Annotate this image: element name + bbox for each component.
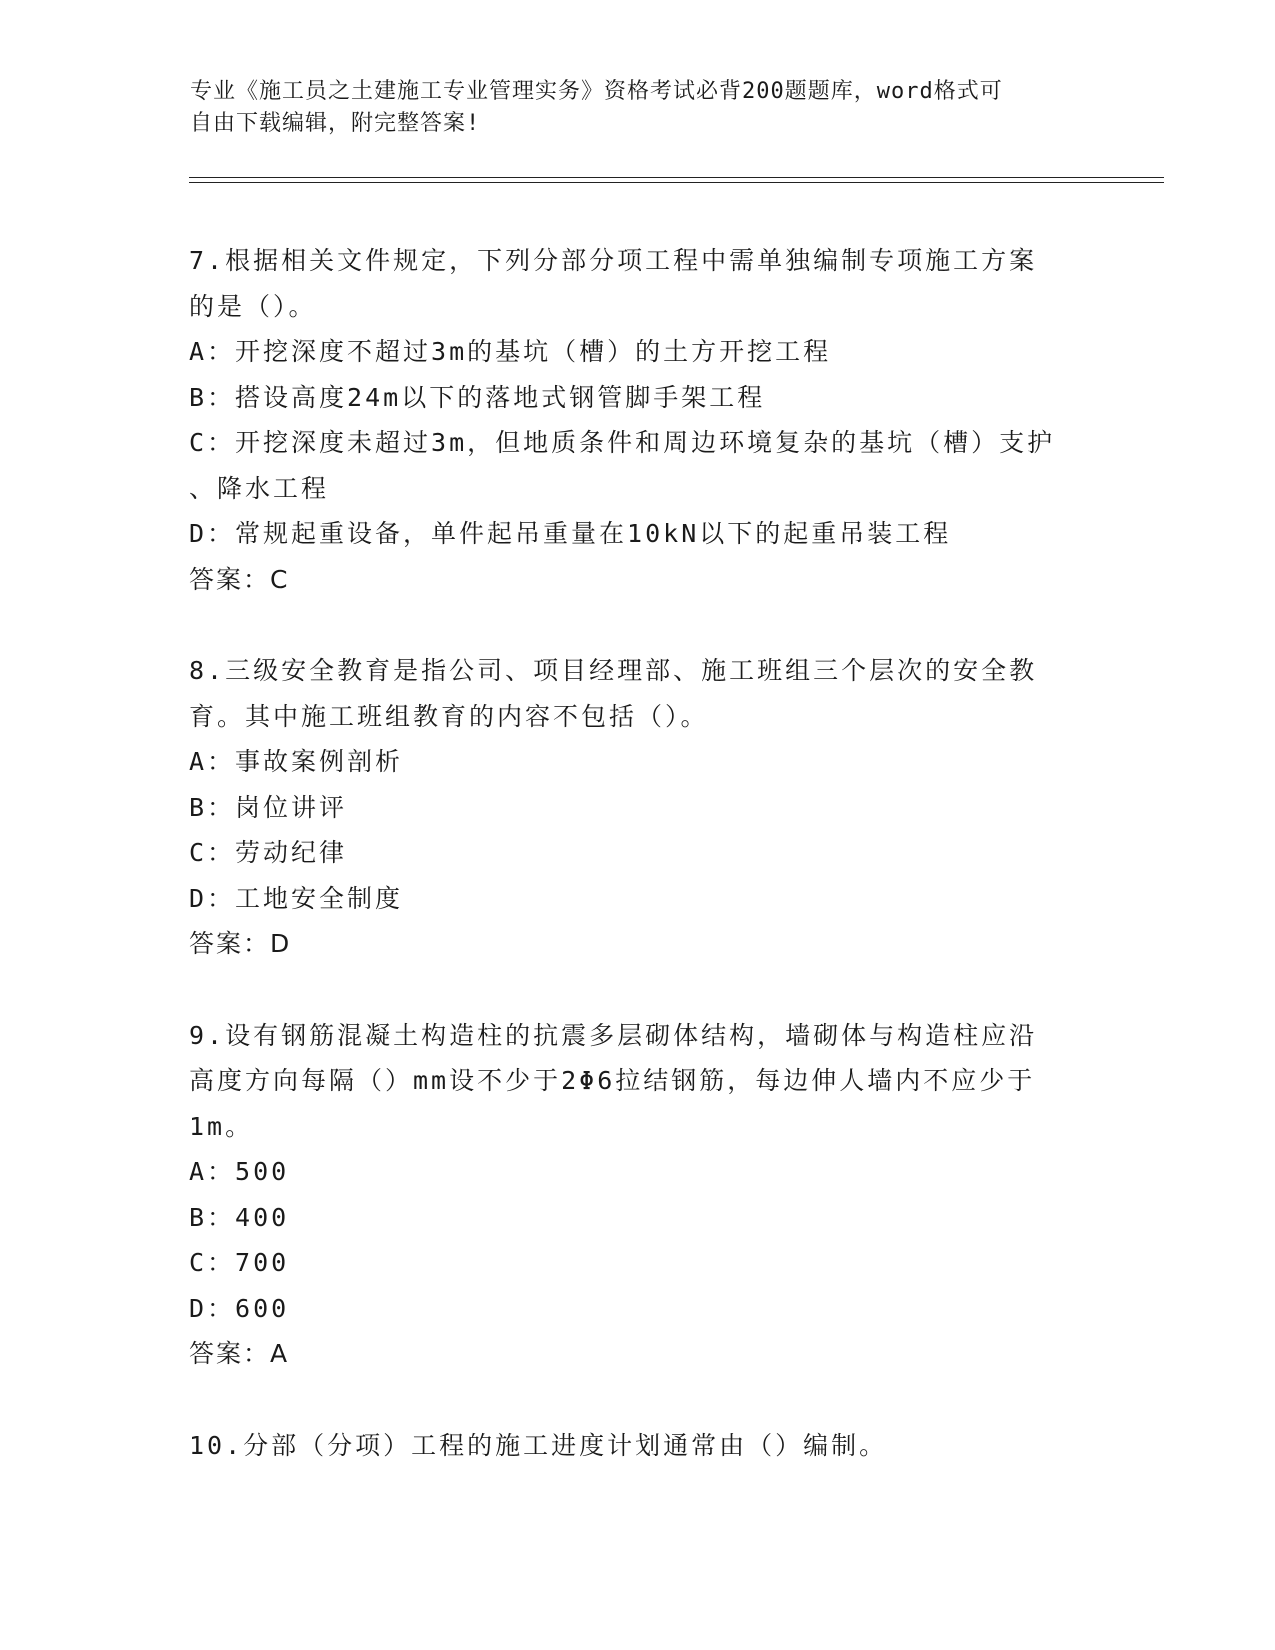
option-c: C：开挖深度未超过3m，但地质条件和周边环境复杂的基坑（槽）支护 — [189, 428, 1056, 457]
option-c: C：700 — [189, 1248, 290, 1277]
option-b: B：400 — [189, 1202, 290, 1232]
option-a: A：500 — [189, 1157, 290, 1186]
header-divider-top — [189, 177, 1164, 178]
answer: 答案：A — [189, 1339, 290, 1368]
question-8 — [189, 648, 1089, 967]
question-text: 1m。 — [189, 1111, 254, 1141]
answer: 答案：D — [189, 929, 292, 958]
question-text: 7.根据相关文件规定，下列分部分项工程中需单独编制专项施工方案 — [189, 246, 1038, 275]
question-text: 10.分部（分项）工程的施工进度计划通常由（）编制。 — [189, 1430, 888, 1460]
option-b: B：搭设高度24m以下的落地式钢管脚手架工程 — [189, 382, 766, 412]
question-text: 高度方向每隔（）mm设不少于2Φ6拉结钢筋，每边伸人墙内不应少于 — [189, 1066, 1036, 1095]
question-text: 育。其中施工班组教育的内容不包括（）。 — [189, 701, 709, 731]
question-9 — [189, 1013, 1089, 1377]
question-list — [189, 238, 1089, 1468]
question-text: 9.设有钢筋混凝土构造柱的抗震多层砌体结构，墙砌体与构造柱应沿 — [189, 1020, 1038, 1050]
question-7 — [189, 238, 1089, 602]
question-10 — [189, 1423, 1089, 1469]
option-c: C：劳动纪律 — [189, 838, 348, 867]
question-text: 8.三级安全教育是指公司、项目经理部、施工班组三个层次的安全教 — [189, 656, 1038, 685]
option-a: A：开挖深度不超过3m的基坑（槽）的土方开挖工程 — [189, 337, 832, 366]
option-d: D：工地安全制度 — [189, 883, 404, 913]
header-line-2: 自由下载编辑，附完整答案! — [190, 111, 481, 136]
answer: 答案：C — [189, 564, 290, 594]
document-header — [190, 76, 1090, 140]
option-a: A：事故案例剖析 — [189, 747, 404, 776]
option-b: B：岗位讲评 — [189, 792, 348, 822]
option-d: D：常规起重设备，单件起吊重量在10kN以下的起重吊装工程 — [189, 519, 952, 548]
header-divider-bottom — [189, 182, 1164, 183]
option-d: D：600 — [189, 1293, 290, 1323]
option-c-continued: 、降水工程 — [189, 473, 330, 503]
question-text: 的是（）。 — [189, 291, 317, 321]
header-line-1: 专业《施工员之土建施工专业管理实务》资格考试必背200题题库，word格式可 — [190, 79, 1003, 104]
